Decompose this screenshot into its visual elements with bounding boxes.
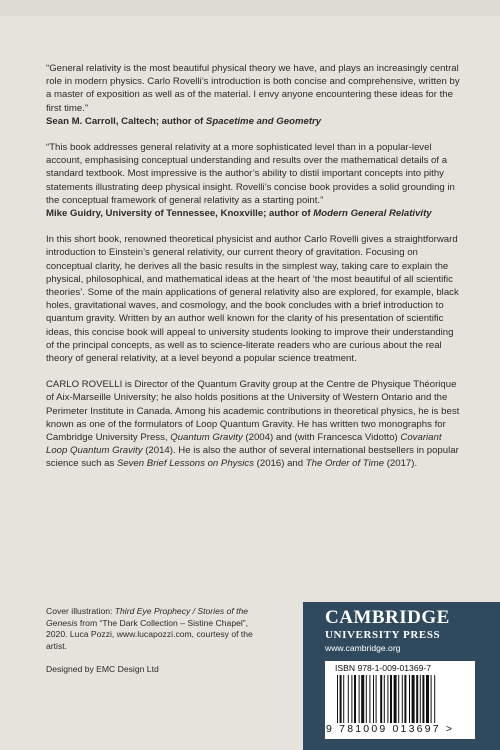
cover-credits bbox=[46, 606, 256, 676]
barcode-bar bbox=[351, 675, 352, 723]
endorsement-quote-2: “This book addresses general relativity at a more sophisticated level than in a popular-level account, emphasising conceptual understanding and results over the mathematical details of a standard textbook. Most impressive is the author’s ability to distil important concepts into pithy statements illustrating deep physical insight. Rovelli’s concise book provides a solid grounding in the conceptual framework of general relativity as a starting point.” bbox=[46, 142, 455, 206]
barcode-bar bbox=[412, 675, 415, 723]
barcode-bar bbox=[340, 675, 342, 723]
barcode-bar bbox=[402, 675, 403, 723]
barcode-bar bbox=[426, 675, 429, 723]
barcode-bar bbox=[337, 675, 338, 723]
barcode-digits: 9 781009 013697 > bbox=[326, 723, 455, 735]
bio-text-2: (2004) and (with Francesca Vidotto) bbox=[242, 432, 401, 444]
bio-book-title-3: Seven Brief Lessons on Physics bbox=[116, 458, 254, 470]
illustration-credit bbox=[46, 606, 256, 652]
barcode-bar bbox=[434, 675, 435, 723]
attribution-2-book-title: Modern General Relativity bbox=[313, 208, 432, 220]
endorsement-quote-1: “General relativity is the most beautiful physical theory we have, and plays an increasingly central role in modern physics. Carlo Rovelli’s introduction is both concise and comprehensive, written by a master of exposition as well as of the material. I envy anyone encountering these ideas for the first time.” bbox=[46, 63, 460, 114]
barcode-bar bbox=[420, 675, 421, 723]
attribution-1-book-title: Spacetime and Geometry bbox=[205, 115, 322, 127]
credit-artwork-title: Third Eye Prophecy / Stories of the Genesis bbox=[46, 606, 249, 628]
barcode-icon bbox=[337, 675, 463, 723]
endorsement-attribution-2 bbox=[46, 207, 464, 220]
barcode-bar bbox=[376, 675, 377, 723]
barcode-bar bbox=[343, 675, 344, 723]
publisher-name: CAMBRIDGE bbox=[325, 607, 450, 628]
barcode-bar bbox=[384, 675, 385, 723]
barcode-bar bbox=[348, 675, 349, 723]
isbn-barcode-box bbox=[325, 661, 475, 739]
publisher-panel bbox=[303, 602, 500, 750]
barcode-bar bbox=[361, 675, 364, 723]
barcode-bar bbox=[354, 675, 356, 723]
barcode-bar bbox=[373, 675, 374, 723]
barcode-bar bbox=[359, 675, 360, 723]
bio-text-4: (2016) and bbox=[254, 458, 306, 470]
barcode-bar bbox=[416, 675, 418, 723]
bio-text-5: (2017). bbox=[384, 458, 418, 470]
barcode-bar bbox=[394, 675, 397, 723]
bio-book-title-2: Covariant Loop Quantum Gravity bbox=[46, 432, 442, 457]
barcode-bar bbox=[380, 675, 382, 723]
top-edge-strip bbox=[0, 0, 500, 16]
attribution-1-name: Sean M. Carroll, Caltech; author of bbox=[46, 115, 206, 127]
book-description: In this short book, renowned theoretical physicist and author Carlo Rovelli gives a straightforward introduction to Einstein’s general relativity, our current theory of gravitation. Focusing on conceptual clarity, he derives all the basic results in the simplest way, taking care to explain the physical, philosophical, and mathematical ideas at the heart of ‘the most beautiful of all scientific theories’. Some of the main applications of general relativity also are explored, for example, black holes, gravitational waves, and cosmology, and the book concludes with a brief introduction to quantum gravity. Written by an author well known for the clarity of his presentation of scientific ideas, this concise book will appeal to university students looking to improve their understanding of the principal concepts, as well as to science-literate readers who are curious about the real theory of general relativity, at a level beyond a popular science treatment. bbox=[46, 234, 459, 365]
barcode-bar bbox=[387, 675, 388, 723]
author-bio bbox=[46, 378, 464, 470]
barcode-bar bbox=[390, 675, 392, 723]
credit-details: from “The Dark Collection – Sistine Chapel”, 2020. Luca Pozzi, www.lucapozzi.com, courtesy of the artist. bbox=[46, 617, 253, 651]
barcode-bar bbox=[398, 675, 399, 723]
barcode-bar bbox=[404, 675, 406, 723]
bio-book-title-1: Quantum Gravity bbox=[170, 432, 243, 444]
bio-book-title-4: The Order of Time bbox=[305, 458, 385, 470]
bio-text-1: CARLO ROVELLI is Director of the Quantum Gravity group at the Centre de Physique Théorique of Aix-Marseille University; he also holds positions at the University of Western Ontario and the Perimeter Institute in Canada. Among his academic contributions in theoretical physics, he is best known as one of the formulators of Loop Quantum Gravity. He has written two monographs for Cambridge University Press, bbox=[46, 379, 460, 444]
bio-text-3: (2014). He is also the author of several international bestsellers in popular science such as bbox=[46, 445, 459, 470]
barcode-bar bbox=[422, 675, 424, 723]
publisher-url: www.cambridge.org bbox=[325, 643, 401, 653]
publisher-subtitle: UNIVERSITY PRESS bbox=[325, 629, 441, 641]
designer-credit: Designed by EMC Design Ltd bbox=[46, 664, 159, 675]
credit-label: Cover illustration: bbox=[46, 606, 115, 616]
barcode-bar bbox=[369, 675, 370, 723]
attribution-2-name: Mike Guidry, University of Tennessee, Knoxville; author of bbox=[46, 208, 314, 220]
barcode-bar bbox=[431, 675, 432, 723]
endorsement-attribution-1 bbox=[46, 115, 464, 128]
barcode-bar bbox=[409, 675, 410, 723]
back-cover-text bbox=[46, 62, 464, 484]
isbn-label: ISBN 978-1-009-01369-7 bbox=[335, 663, 432, 673]
barcode-bar bbox=[366, 675, 367, 723]
